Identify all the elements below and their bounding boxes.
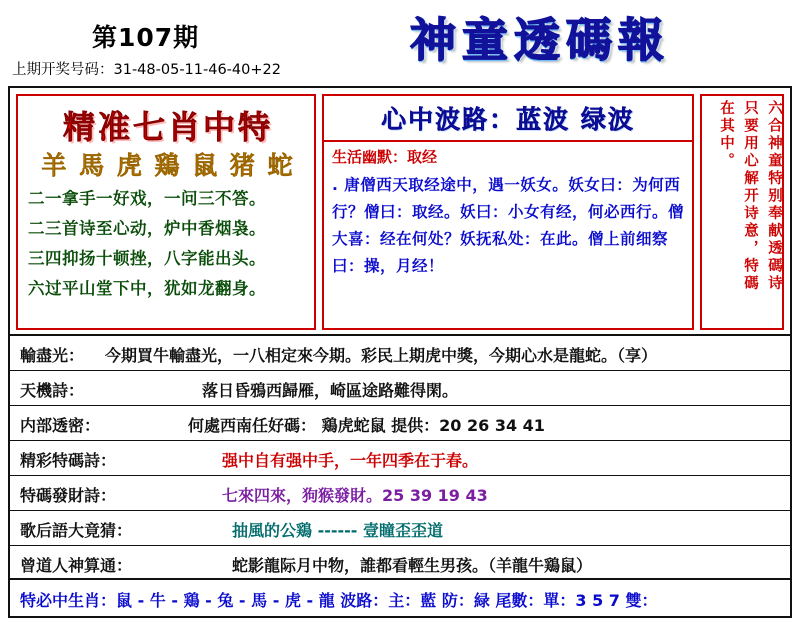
main-frame bbox=[8, 86, 792, 618]
header bbox=[0, 0, 800, 88]
row-label: 輸盡光： bbox=[20, 346, 85, 365]
wave-path-panel bbox=[322, 94, 694, 330]
seven-zodiac-title: 精准七肖中特 bbox=[62, 108, 273, 146]
verse-line: 二一拿手一好戏，一问三不答。 bbox=[28, 189, 266, 208]
table-row bbox=[10, 545, 790, 580]
vertical-column-3: 在其中。 bbox=[718, 100, 734, 170]
table-row bbox=[10, 405, 790, 440]
row-value: 今期買牛輸盡光，一八相定來今期。彩民上期虎中獎，今期心水是龍蛇。（享） bbox=[105, 346, 658, 365]
prediction-rows bbox=[10, 334, 790, 580]
row-value: 蛇影龍际月中物，誰都看輕生男孩。（羊龍牛鶏鼠） bbox=[232, 556, 593, 575]
table-row bbox=[10, 510, 790, 545]
wave-path-title: 心中波路：蓝波 绿波 bbox=[381, 105, 635, 134]
masthead-title: 神童透碼報 bbox=[410, 13, 670, 67]
table-row bbox=[10, 334, 790, 370]
verse-line: 六过平山堂下中，犹如龙翻身。 bbox=[28, 279, 266, 298]
vertical-note-panel bbox=[700, 94, 784, 330]
row-label: 特碼發財詩： bbox=[20, 486, 117, 505]
divider bbox=[324, 140, 692, 142]
row-value: 抽風的公鶏 ------ 壹瞳歪歪道 bbox=[232, 521, 443, 540]
humor-story-text: . 唐僧西天取经途中，遇一妖女。妖女曰：为何西行？僧曰：取经。妖曰：小女有经，何必西行。僧大喜：经在何处？妖抚私处：在此。僧上前细察曰：操，月经！ bbox=[332, 176, 685, 275]
row-label: 天機詩： bbox=[20, 381, 85, 400]
row-label: 曾道人神算通： bbox=[20, 556, 133, 575]
row-label: 精彩特碼詩： bbox=[20, 451, 117, 470]
table-row bbox=[10, 440, 790, 475]
row-value: 七來四來，狗猴發財。25 39 19 43 bbox=[222, 486, 488, 505]
vertical-column-1: 六合神童特别奉献透碼诗 bbox=[766, 100, 782, 293]
previous-draw-numbers: 上期开奖号码：31-48-05-11-46-40+22 bbox=[12, 62, 281, 78]
bottom-summary-text: 特必中生肖：鼠 - 牛 - 鶏 - 兔 - 馬 - 虎 - 龍 波路：主：藍 防：緑 尾數：單：3 5 7 雙： bbox=[20, 591, 658, 610]
table-row bbox=[10, 475, 790, 510]
row-label: 歌后語大竟猜： bbox=[20, 521, 133, 540]
bottom-summary-row bbox=[10, 578, 790, 616]
issue-title: 第107期 bbox=[92, 23, 200, 52]
vertical-column-2: 只要用心解开诗意，特碼 bbox=[742, 100, 758, 293]
humor-label: 生活幽默：取经 bbox=[332, 148, 438, 166]
vertical-columns bbox=[702, 100, 786, 326]
seven-zodiac-panel bbox=[16, 94, 316, 330]
zodiac-list: 羊 馬 虎 鶏 鼠 猪 蛇 bbox=[41, 151, 295, 180]
masthead bbox=[330, 8, 750, 76]
table-row bbox=[10, 370, 790, 405]
verse-line: 三四抑扬十顿挫，八字能出头。 bbox=[28, 249, 266, 268]
verse-list bbox=[28, 184, 312, 304]
row-value: 何處西南任好碼： 鶏虎蛇鼠 提供：20 26 34 41 bbox=[188, 416, 545, 435]
row-label: 内部透密： bbox=[20, 416, 101, 435]
row-value: 落日昏鴉西歸雁，崎區途路難得閑。 bbox=[202, 381, 459, 400]
verse-line: 二三首诗至心动，炉中香烟袅。 bbox=[28, 219, 266, 238]
row-value: 强中自有强中手，一年四季在于春。 bbox=[222, 451, 479, 470]
footer-bar bbox=[8, 618, 792, 624]
